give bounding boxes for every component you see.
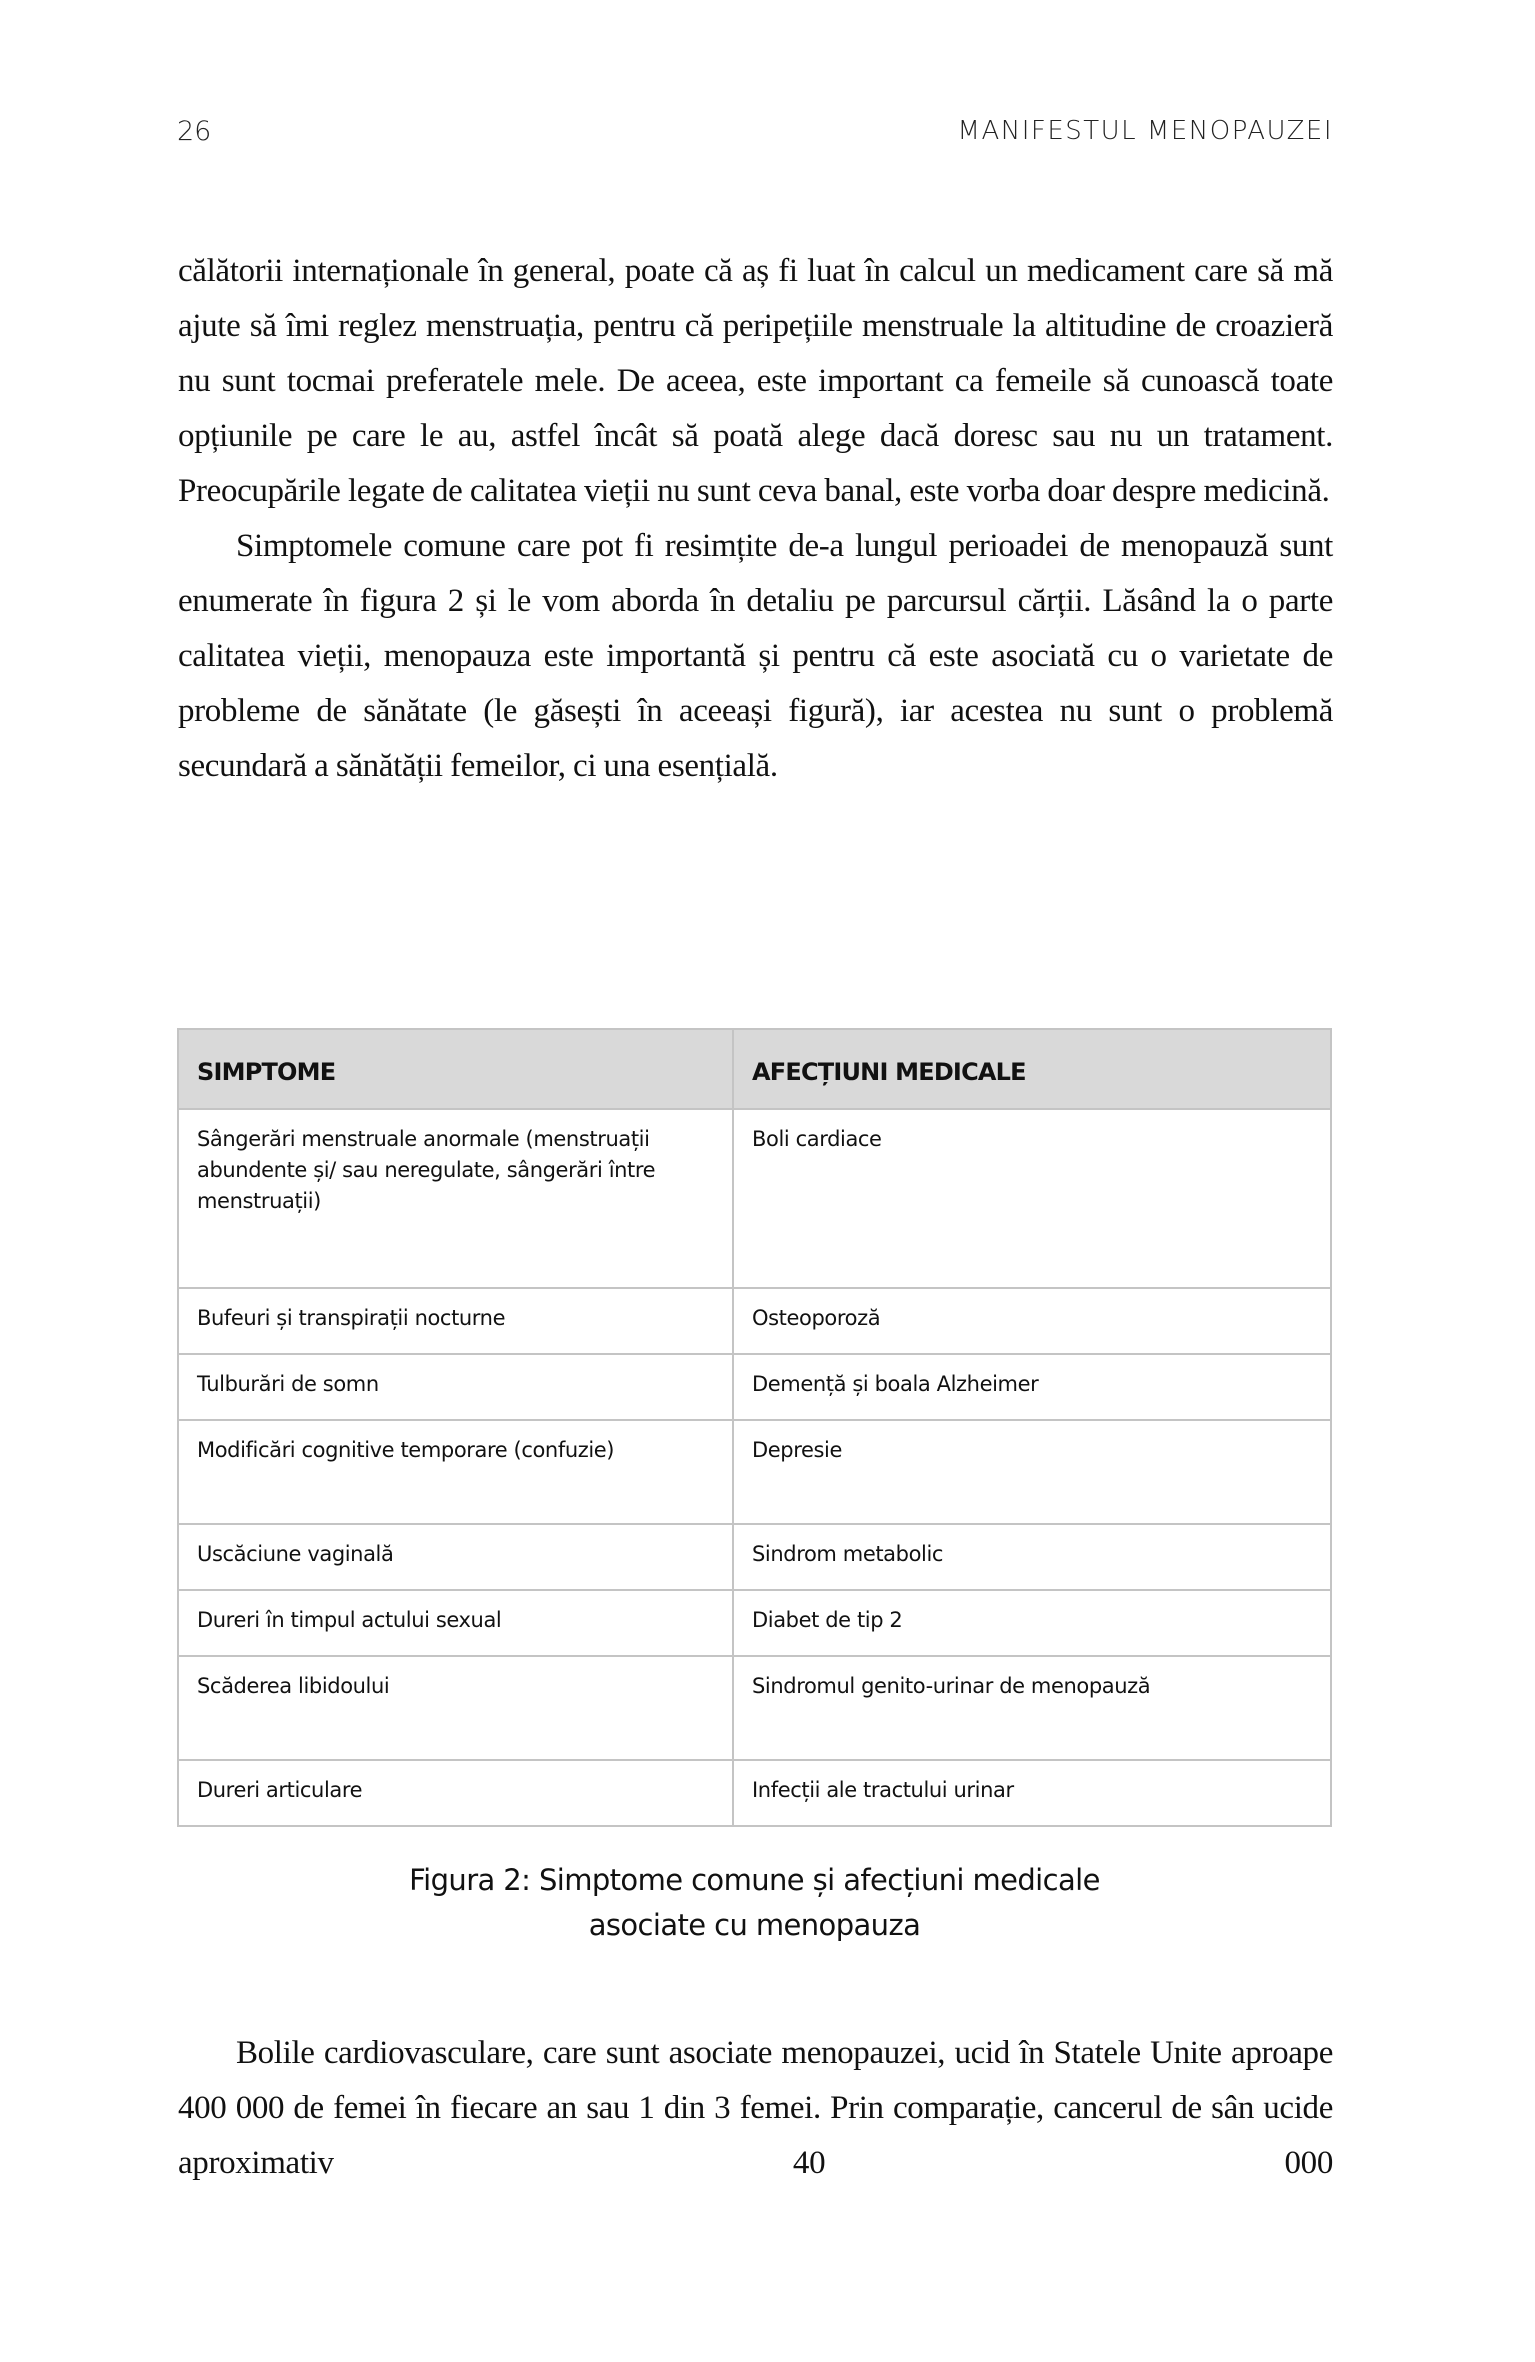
- table-row: [178, 1420, 1331, 1524]
- paragraph-continued: călătorii internaționale în general, poate că aș fi luat în calcul un medicament care să mă ajute să îmi reglez menstruația, pentru că peripețiile menstruale la altitudine de croazieră nu sunt tocmai preferatele mele. De aceea, este important ca femeile să cunoască toate opțiunile pe care le au, astfel încât să poată alege dacă doresc sau nu un tratament. Preocupările legate de calitatea vieții nu sunt ceva banal, este vorba doar despre medicină.: [178, 253, 1333, 509]
- table-row: [178, 1524, 1331, 1590]
- paragraph-symptoms-intro: Simptomele comune care pot fi resimțite de-a lungul perioadei de menopauză sunt enumerate în figura 2 și le vom aborda în detaliu pe parcursul cărții. Lăsând la o parte calitatea vieții, menopauza este importantă și pentru că este asociată cu o varietate de probleme de sănătate (le găsești în aceeași figură), iar acestea nu sunt o problemă secundară a sănătății femeilor, ci una esențială.: [178, 528, 1333, 784]
- symptom-cell: Sângerări menstruale anormale (menstruații abundente și/ sau neregulate, sângerări între menstruații): [178, 1109, 733, 1288]
- condition-cell: Diabet de tip 2: [733, 1590, 1331, 1656]
- table-row: [178, 1354, 1331, 1420]
- table-row: [178, 1760, 1331, 1826]
- table-row: [178, 1109, 1331, 1288]
- condition-cell: Infecții ale tractului urinar: [733, 1760, 1331, 1826]
- condition-cell: Boli cardiace: [733, 1109, 1331, 1288]
- caption-line-2: asociate cu menopauza: [588, 1908, 921, 1942]
- running-title: MANIFESTUL MENOPAUZEI: [957, 116, 1333, 146]
- header-symptoms: SIMPTOME: [178, 1029, 733, 1109]
- symptom-cell: Scăderea libidoului: [178, 1656, 733, 1760]
- header-medical-conditions: AFECȚIUNI MEDICALE: [733, 1029, 1331, 1109]
- table-row: [178, 1288, 1331, 1354]
- symptom-cell: Tulburări de somn: [178, 1354, 733, 1420]
- symptom-cell: Modificări cognitive temporare (confuzie): [178, 1420, 733, 1524]
- figure-caption: [177, 1858, 1332, 1948]
- table-header-row: [178, 1029, 1331, 1109]
- table-row: [178, 1590, 1331, 1656]
- symptom-cell: Uscăciune vaginală: [178, 1524, 733, 1590]
- symptom-cell: Dureri în timpul actului sexual: [178, 1590, 733, 1656]
- condition-cell: Demență și boala Alzheimer: [733, 1354, 1331, 1420]
- body-text-top: [178, 244, 1333, 794]
- condition-cell: Osteoporoză: [733, 1288, 1331, 1354]
- paragraph-cardiovascular: Bolile cardiovasculare, care sunt asociate menopauzei, ucid în Statele Unite aproape 400 000 de femei în fiecare an sau 1 din 3 femei. Prin comparație, cancerul de sân ucide aproximativ 40 000: [178, 2035, 1333, 2181]
- page-number: 26: [177, 116, 212, 147]
- running-header: [177, 116, 1333, 150]
- body-text-bottom: [178, 2026, 1333, 2191]
- symptom-cell: Dureri articulare: [178, 1760, 733, 1826]
- condition-cell: Sindrom metabolic: [733, 1524, 1331, 1590]
- caption-line-1: Figura 2: Simptome comune și afecțiuni medicale: [409, 1863, 1100, 1897]
- condition-cell: Sindromul genito-urinar de menopauză: [733, 1656, 1331, 1760]
- symptoms-conditions-table: [177, 1028, 1332, 1827]
- condition-cell: Depresie: [733, 1420, 1331, 1524]
- table-row: [178, 1656, 1331, 1760]
- symptom-cell: Bufeuri și transpirații nocturne: [178, 1288, 733, 1354]
